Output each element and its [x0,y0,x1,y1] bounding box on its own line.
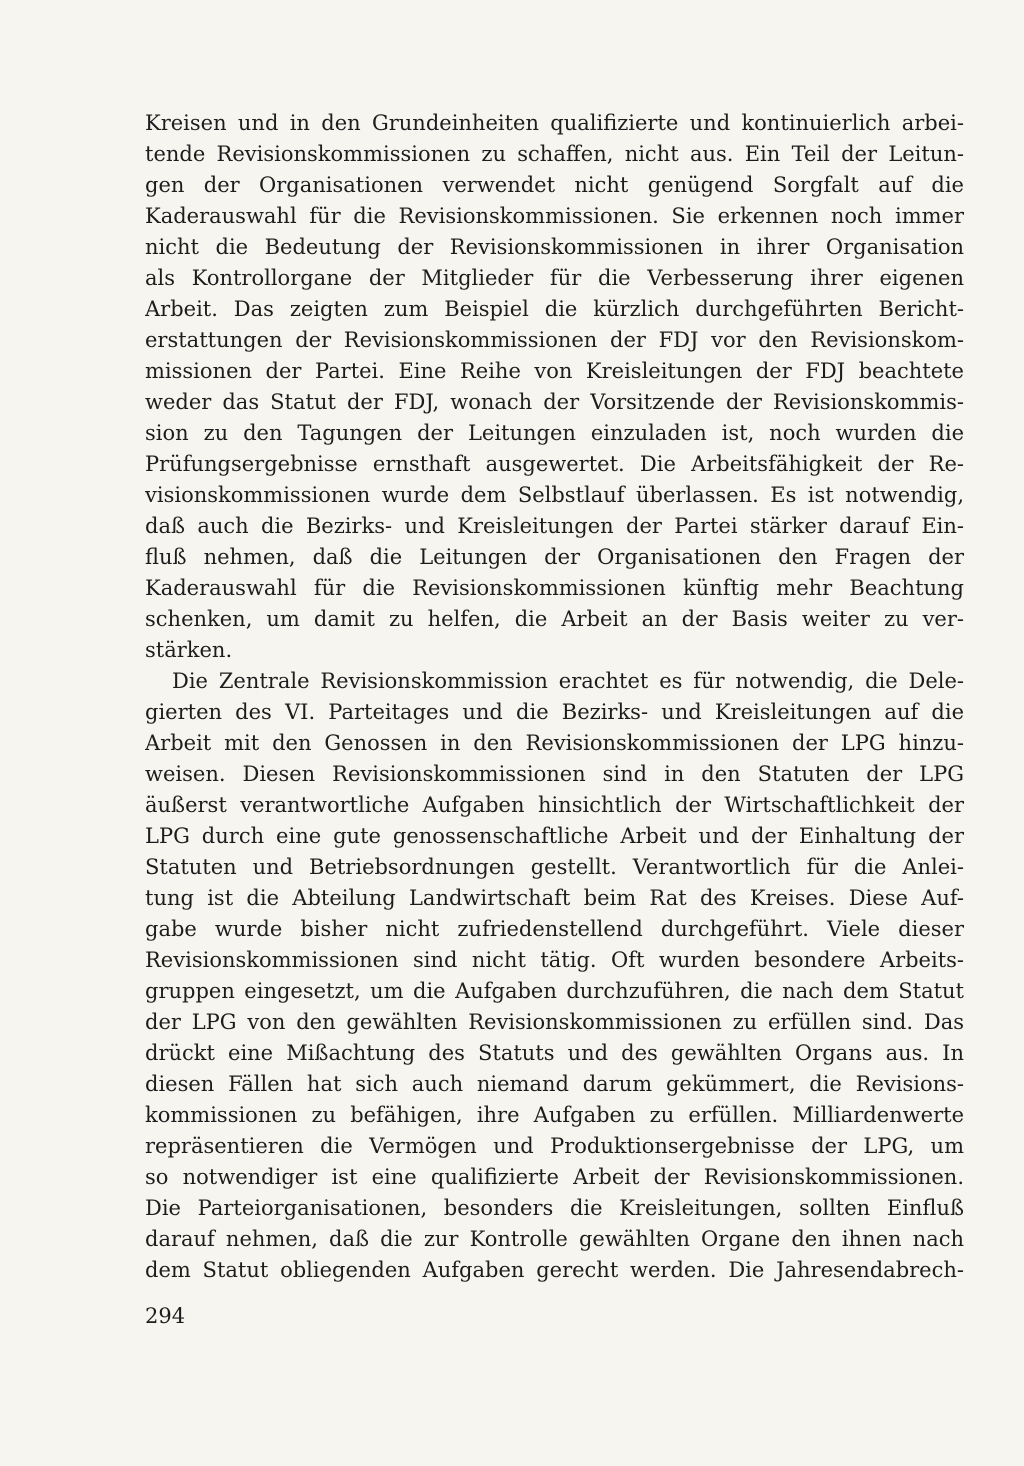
text-line: Arbeit mit den Genossen in den Revisionskommissionen der LPG hinzu- [145,731,964,755]
page-number: 294 [145,1304,186,1328]
paragraph [145,666,964,1286]
text-line: dem Statut obliegenden Aufgaben gerecht werden. Die Jahresendabrech- [145,1258,964,1282]
text-line: Kaderauswahl für die Revisionskommissionen. Sie erkennen noch immer [145,204,964,228]
text-line: sion zu den Tagungen der Leitungen einzuladen ist, noch wurden die [145,421,964,445]
text-line: der LPG von den gewählten Revisionskommissionen zu erfüllen sind. Das [145,1010,964,1034]
text-line: missionen der Partei. Eine Reihe von Kreisleitungen der FDJ beachtete [145,359,964,383]
text-line: gabe wurde bisher nicht zufriedenstellend durchgeführt. Viele dieser [145,917,964,941]
text-line: drückt eine Mißachtung des Statuts und des gewählten Organs aus. In [145,1041,964,1065]
text-line: Arbeit. Das zeigten zum Beispiel die kürzlich durchgeführten Bericht- [145,297,964,321]
text-line: nicht die Bedeutung der Revisionskommissionen in ihrer Organisation [145,235,964,259]
text-line: kommissionen zu befähigen, ihre Aufgaben zu erfüllen. Milliardenwerte [145,1103,964,1127]
text-line: tung ist die Abteilung Landwirtschaft beim Rat des Kreises. Diese Auf- [145,886,964,910]
text-line: weisen. Diesen Revisionskommissionen sind in den Statuten der LPG [145,762,964,786]
text-line: als Kontrollorgane der Mitglieder für die Verbesserung ihrer eigenen [145,266,964,290]
text-line: erstattungen der Revisionskommissionen der FDJ vor den Revisionskom- [145,328,964,352]
text-line: gruppen eingesetzt, um die Aufgaben durchzuführen, die nach dem Statut [145,979,964,1003]
text-line: äußerst verantwortliche Aufgaben hinsichtlich der Wirtschaftlichkeit der [145,793,964,817]
text-line: fluß nehmen, daß die Leitungen der Organisationen den Fragen der [145,545,964,569]
text-line: Statuten und Betriebsordnungen gestellt. Verantwortlich für die Anlei- [145,855,964,879]
text-line: visionskommissionen wurde dem Selbstlauf überlassen. Es ist notwendig, [145,483,964,507]
text-line: darauf nehmen, daß die zur Kontrolle gewählten Organe den ihnen nach [145,1227,964,1251]
text-line: LPG durch eine gute genossenschaftliche Arbeit und der Einhaltung der [145,824,964,848]
text-line: Kaderauswahl für die Revisionskommissionen künftig mehr Beachtung [145,576,964,600]
text-line: schenken, um damit zu helfen, die Arbeit an der Basis weiter zu ver- [145,607,964,631]
text-line: daß auch die Bezirks- und Kreisleitungen der Partei stärker darauf Ein- [145,514,964,538]
body-text [145,108,964,1286]
paragraph [145,108,964,666]
text-line: stärken. [145,638,233,662]
text-line: weder das Statut der FDJ, wonach der Vorsitzende der Revisionskommis- [145,390,964,414]
text-line: diesen Fällen hat sich auch niemand darum gekümmert, die Revisions- [145,1072,964,1096]
text-line: repräsentieren die Vermögen und Produktionsergebnisse der LPG, um [145,1134,964,1158]
text-line: Die Zentrale Revisionskommission erachtet es für notwendig, die Dele- [172,669,964,693]
text-line: Kreisen und in den Grundeinheiten qualifizierte und kontinuierlich arbei- [145,111,964,135]
text-line: so notwendiger ist eine qualifizierte Arbeit der Revisionskommissionen. [145,1165,964,1189]
text-line: Revisionskommissionen sind nicht tätig. Oft wurden besondere Arbeits- [145,948,964,972]
text-line: tende Revisionskommissionen zu schaffen, nicht aus. Ein Teil der Leitun- [145,142,964,166]
text-line: Prüfungsergebnisse ernsthaft ausgewertet. Die Arbeitsfähigkeit der Re- [145,452,964,476]
text-line: gen der Organisationen verwendet nicht genügend Sorgfalt auf die [145,173,964,197]
text-line: Die Parteiorganisationen, besonders die Kreisleitungen, sollten Einfluß [145,1196,964,1220]
text-line: gierten des VI. Parteitages und die Bezirks- und Kreisleitungen auf die [145,700,964,724]
